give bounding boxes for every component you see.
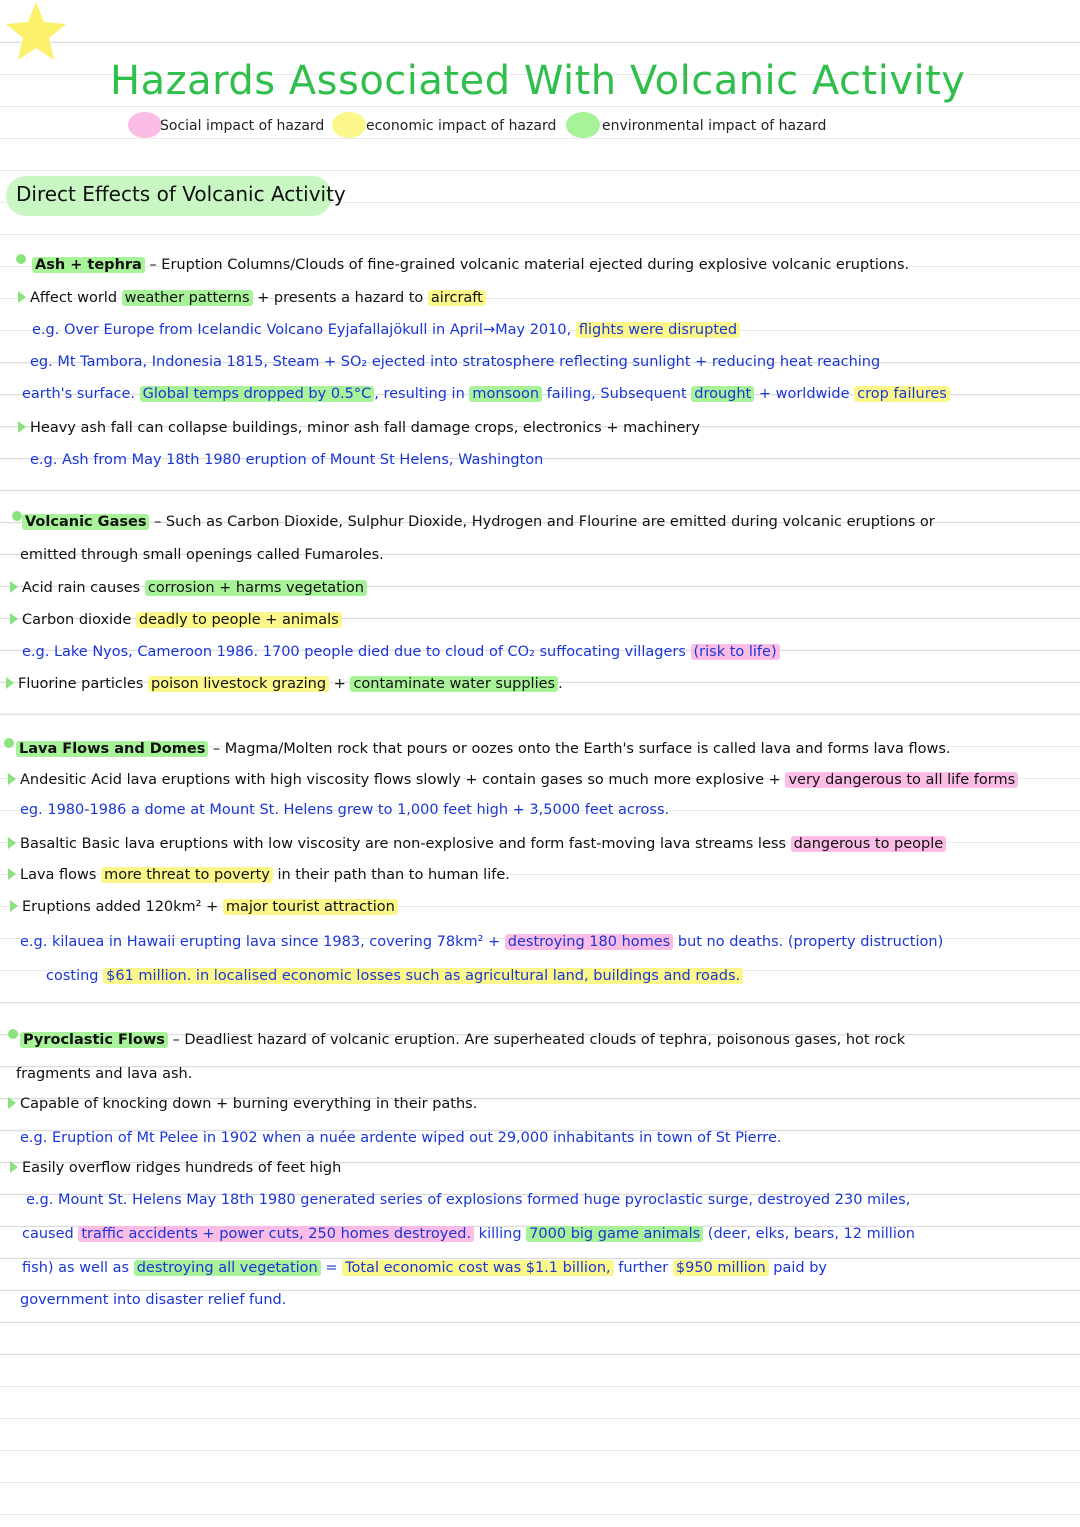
star-icon <box>4 0 68 64</box>
ash-line-heavy-fall: Heavy ash fall can collapse buildings, minor ash fall damage crops, electronics + machinery <box>18 418 700 438</box>
ash-example-tambora-cont: earth's surface. Global temps dropped by 0.5°C , resulting in monsoon failing, Subsequent drought + worldwide crop failures <box>22 384 950 404</box>
arrow-icon <box>18 291 26 303</box>
pyro-definition-cont: fragments and lava ash. <box>16 1066 193 1082</box>
gases-definition: Volcanic Gases – Such as Carbon Dioxide, Sulphur Dioxide, Hydrogen and Flourine are emitted during volcanic eruptions or <box>22 512 935 532</box>
social-legend-swatch <box>128 112 162 138</box>
pyro-example-st-helens-cost: fish) as well as destroying all vegetation = Total economic cost was $1.1 billion, further $950 million paid by <box>22 1260 828 1276</box>
pyro-line-ridges: Easily overflow ridges hundreds of feet high <box>10 1158 341 1178</box>
lava-line-tourism: Eruptions added 120km² + major tourist attraction <box>10 897 398 917</box>
bullet-icon <box>12 511 22 521</box>
ash-line-aircraft: Affect world weather patterns + presents a hazard to aircraft <box>18 288 486 308</box>
ash-definition: Ash + tephra – Eruption Columns/Clouds of fine-grained volcanic material ejected during explosive volcanic eruptions. <box>32 255 909 275</box>
arrow-icon <box>10 1161 18 1173</box>
gases-example-nyos: e.g. Lake Nyos, Cameroon 1986. 1700 people died due to cloud of CO₂ suffocating villagers (risk to life) <box>22 642 780 662</box>
ash-example-st-helens: e.g. Ash from May 18th 1980 eruption of Mount St Helens, Washington <box>30 452 544 468</box>
arrow-icon <box>6 677 14 689</box>
social-legend-label: Social impact of hazard <box>160 118 325 134</box>
arrow-icon <box>10 581 18 593</box>
lava-example-kilauea: e.g. kilauea in Hawaii erupting lava since 1983, covering 78km² + destroying 180 homes but no deaths. (property distruction) <box>20 934 944 950</box>
bullet-icon <box>4 738 14 748</box>
lava-line-basaltic: Basaltic Basic lava eruptions with low viscosity are non-explosive and form fast-moving lava streams less dangerous to people <box>8 834 946 854</box>
arrow-icon <box>8 837 16 849</box>
page-title: Hazards Associated With Volcanic Activity <box>110 58 966 104</box>
pyro-line-capable: Capable of knocking down + burning everything in their paths. <box>8 1094 477 1114</box>
section-heading-text: Direct Effects of Volcanic Activity <box>16 182 346 206</box>
arrow-icon <box>8 868 16 880</box>
pyro-example-relief-fund: government into disaster relief fund. <box>20 1292 287 1308</box>
ash-example-tambora: eg. Mt Tambora, Indonesia 1815, Steam + SO₂ ejected into stratosphere reflecting sunlight + reducing heat reaching <box>30 354 881 370</box>
arrow-icon <box>8 1097 16 1109</box>
gases-line-acid-rain: Acid rain causes corrosion + harms vegetation <box>10 578 367 598</box>
section-heading <box>6 176 346 216</box>
arrow-icon <box>8 773 16 785</box>
bullet-icon <box>16 254 26 264</box>
bullet-icon <box>8 1029 18 1039</box>
gases-definition-cont: emitted through small openings called Fumaroles. <box>20 547 384 563</box>
arrow-icon <box>18 421 26 433</box>
lava-example-kilauea-cost: costing $61 million. in localised economic losses such as agricultural land, buildings and roads. <box>46 966 743 986</box>
lava-line-poverty: Lava flows more threat to poverty in their path than to human life. <box>8 865 510 885</box>
lava-example-dome: eg. 1980-1986 a dome at Mount St. Helens grew to 1,000 feet high + 3,5000 feet across. <box>20 802 670 818</box>
pyro-definition: Pyroclastic Flows – Deadliest hazard of volcanic eruption. Are superheated clouds of tephra, poisonous gases, hot rock <box>20 1030 905 1050</box>
gases-line-co2: Carbon dioxide deadly to people + animals <box>10 610 342 630</box>
environmental-legend-label: environmental impact of hazard <box>602 118 827 134</box>
ash-example-europe: e.g. Over Europe from Icelandic Volcano Eyjafallajökull in April→May 2010, flights were disrupted <box>32 320 740 340</box>
pyro-example-pelee: e.g. Eruption of Mt Pelee in 1902 when a nuée ardente wiped out 29,000 inhabitants in town of St Pierre. <box>20 1130 782 1146</box>
arrow-icon <box>10 900 18 912</box>
environmental-legend-swatch <box>566 112 600 138</box>
economic-legend-swatch <box>332 112 366 138</box>
pyro-example-st-helens-impacts: caused traffic accidents + power cuts, 250 homes destroyed. killing 7000 big game animals (deer, elks, bears, 12 million <box>22 1226 915 1242</box>
gases-line-fluorine: Fluorine particles poison livestock grazing + contaminate water supplies . <box>6 674 563 694</box>
pyro-example-st-helens: e.g. Mount St. Helens May 18th 1980 generated series of explosions formed huge pyroclastic surge, destroyed 230 miles, <box>26 1192 911 1208</box>
arrow-icon <box>10 613 18 625</box>
lava-definition: Lava Flows and Domes – Magma/Molten rock that pours or oozes onto the Earth's surface is called lava and forms lava flows. <box>16 739 951 759</box>
lava-line-andesitic: Andesitic Acid lava eruptions with high viscosity flows slowly + contain gases so much more explosive + very dangerous to all life forms <box>8 770 1018 790</box>
economic-legend-label: economic impact of hazard <box>366 118 557 134</box>
